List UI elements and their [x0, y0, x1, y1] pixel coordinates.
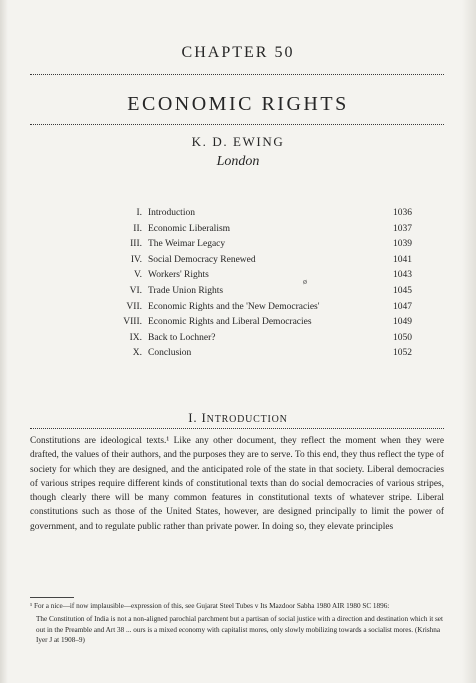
table-of-contents — [96, 206, 412, 362]
toc-number: X. — [132, 348, 142, 359]
toc-page: 1050 — [393, 332, 412, 343]
toc-title: The Weimar Legacy — [148, 239, 226, 250]
section-number: I. — [188, 410, 198, 425]
body-paragraph — [30, 434, 444, 534]
stray-mark: ø — [303, 277, 307, 286]
toc-number: I. — [136, 208, 142, 218]
toc-page: 1049 — [393, 317, 412, 328]
toc-row — [96, 253, 412, 269]
footnote-rule — [30, 597, 74, 598]
toc-row — [96, 300, 412, 316]
toc-title: Social Democracy Renewed — [148, 254, 256, 265]
toc-number: V. — [133, 270, 142, 281]
toc-number: VI. — [129, 285, 142, 296]
toc-number: II. — [133, 223, 142, 234]
dotted-rule-bottom — [30, 124, 444, 125]
toc-number: VII. — [126, 301, 142, 312]
toc-title: Back to Lochner? — [148, 332, 216, 343]
toc-title: Economic Liberalism — [148, 223, 231, 234]
toc-title: Introduction — [148, 208, 195, 218]
footnote — [30, 601, 444, 646]
toc-row — [96, 237, 412, 253]
author-location: London — [216, 154, 260, 169]
toc-page: 1047 — [393, 301, 412, 312]
toc-number: IX. — [129, 332, 142, 343]
section-dotted-rule — [30, 428, 444, 429]
footnote-quote: The Constitution of India is not a non-aligned parochial parchment but a partisan of social justice with a direction and destination which it set out in the Preamble and Art 38 ... ours is a mixed economy with capitalist mores, only slowly mobilizing towards a socialist mores. (Krishna Iyer J at 1908–9) — [36, 615, 443, 645]
toc-row — [96, 222, 412, 238]
dotted-rule-top — [30, 74, 444, 75]
toc-page: 1036 — [393, 208, 412, 218]
footnote-text: ¹ For a nice—if now implausible—expression of this, see Gujarat Steel Tubes v Its Mazdoor Sabha 1980 AIR 1980 SC 1896: — [30, 602, 390, 610]
toc-row — [96, 268, 412, 284]
toc-title: Workers' Rights — [148, 270, 209, 281]
section-title-initial: I — [201, 410, 207, 425]
toc-row — [96, 346, 412, 362]
section-title-rest: NTRODUCTION — [206, 414, 288, 425]
toc-page: 1045 — [393, 285, 412, 296]
toc-row — [96, 284, 412, 300]
toc-page: 1052 — [393, 348, 412, 359]
toc-title: Economic Rights and the 'New Democracies' — [148, 301, 320, 312]
section-title — [202, 410, 288, 425]
toc-row — [96, 206, 412, 222]
toc-page: 1041 — [393, 254, 412, 265]
toc-number: III. — [130, 239, 142, 250]
toc-row — [96, 331, 412, 347]
toc-title: Trade Union Rights — [148, 285, 224, 296]
toc-title: Economic Rights and Liberal Democracies — [148, 317, 312, 328]
author-name: K. D. EWING — [191, 134, 285, 149]
section-heading — [0, 410, 476, 426]
chapter-label: CHAPTER 50 — [181, 44, 295, 61]
chapter-title: ECONOMIC RIGHTS — [127, 93, 349, 115]
toc-title: Conclusion — [148, 348, 192, 359]
toc-page: 1037 — [393, 223, 412, 234]
toc-number: VIII. — [123, 317, 142, 328]
toc-page: 1039 — [393, 239, 412, 250]
toc-row — [96, 315, 412, 331]
toc-number: IV. — [130, 254, 142, 265]
paragraph-text: Constitutions are ideological texts.¹ Like any other document, they reflect the moment when they were drafted, the values of their authors, and the purposes they are to serve. To this end, they thus reflect the type of society for which they are designed, and the anticipated role of the state in that society. Liberal democracies of various stripes require different kinds of constitutional texts than do social democracies of various stripes, though clearly there will be many common features in constitutional texts of whatever stripe. Liberal constitutions such as those of the United States, however, are designed principally to limit the power of government, and to regulate public rather than private power. In doing so, they elevate principles — [30, 436, 444, 532]
toc-page: 1043 — [393, 270, 412, 281]
